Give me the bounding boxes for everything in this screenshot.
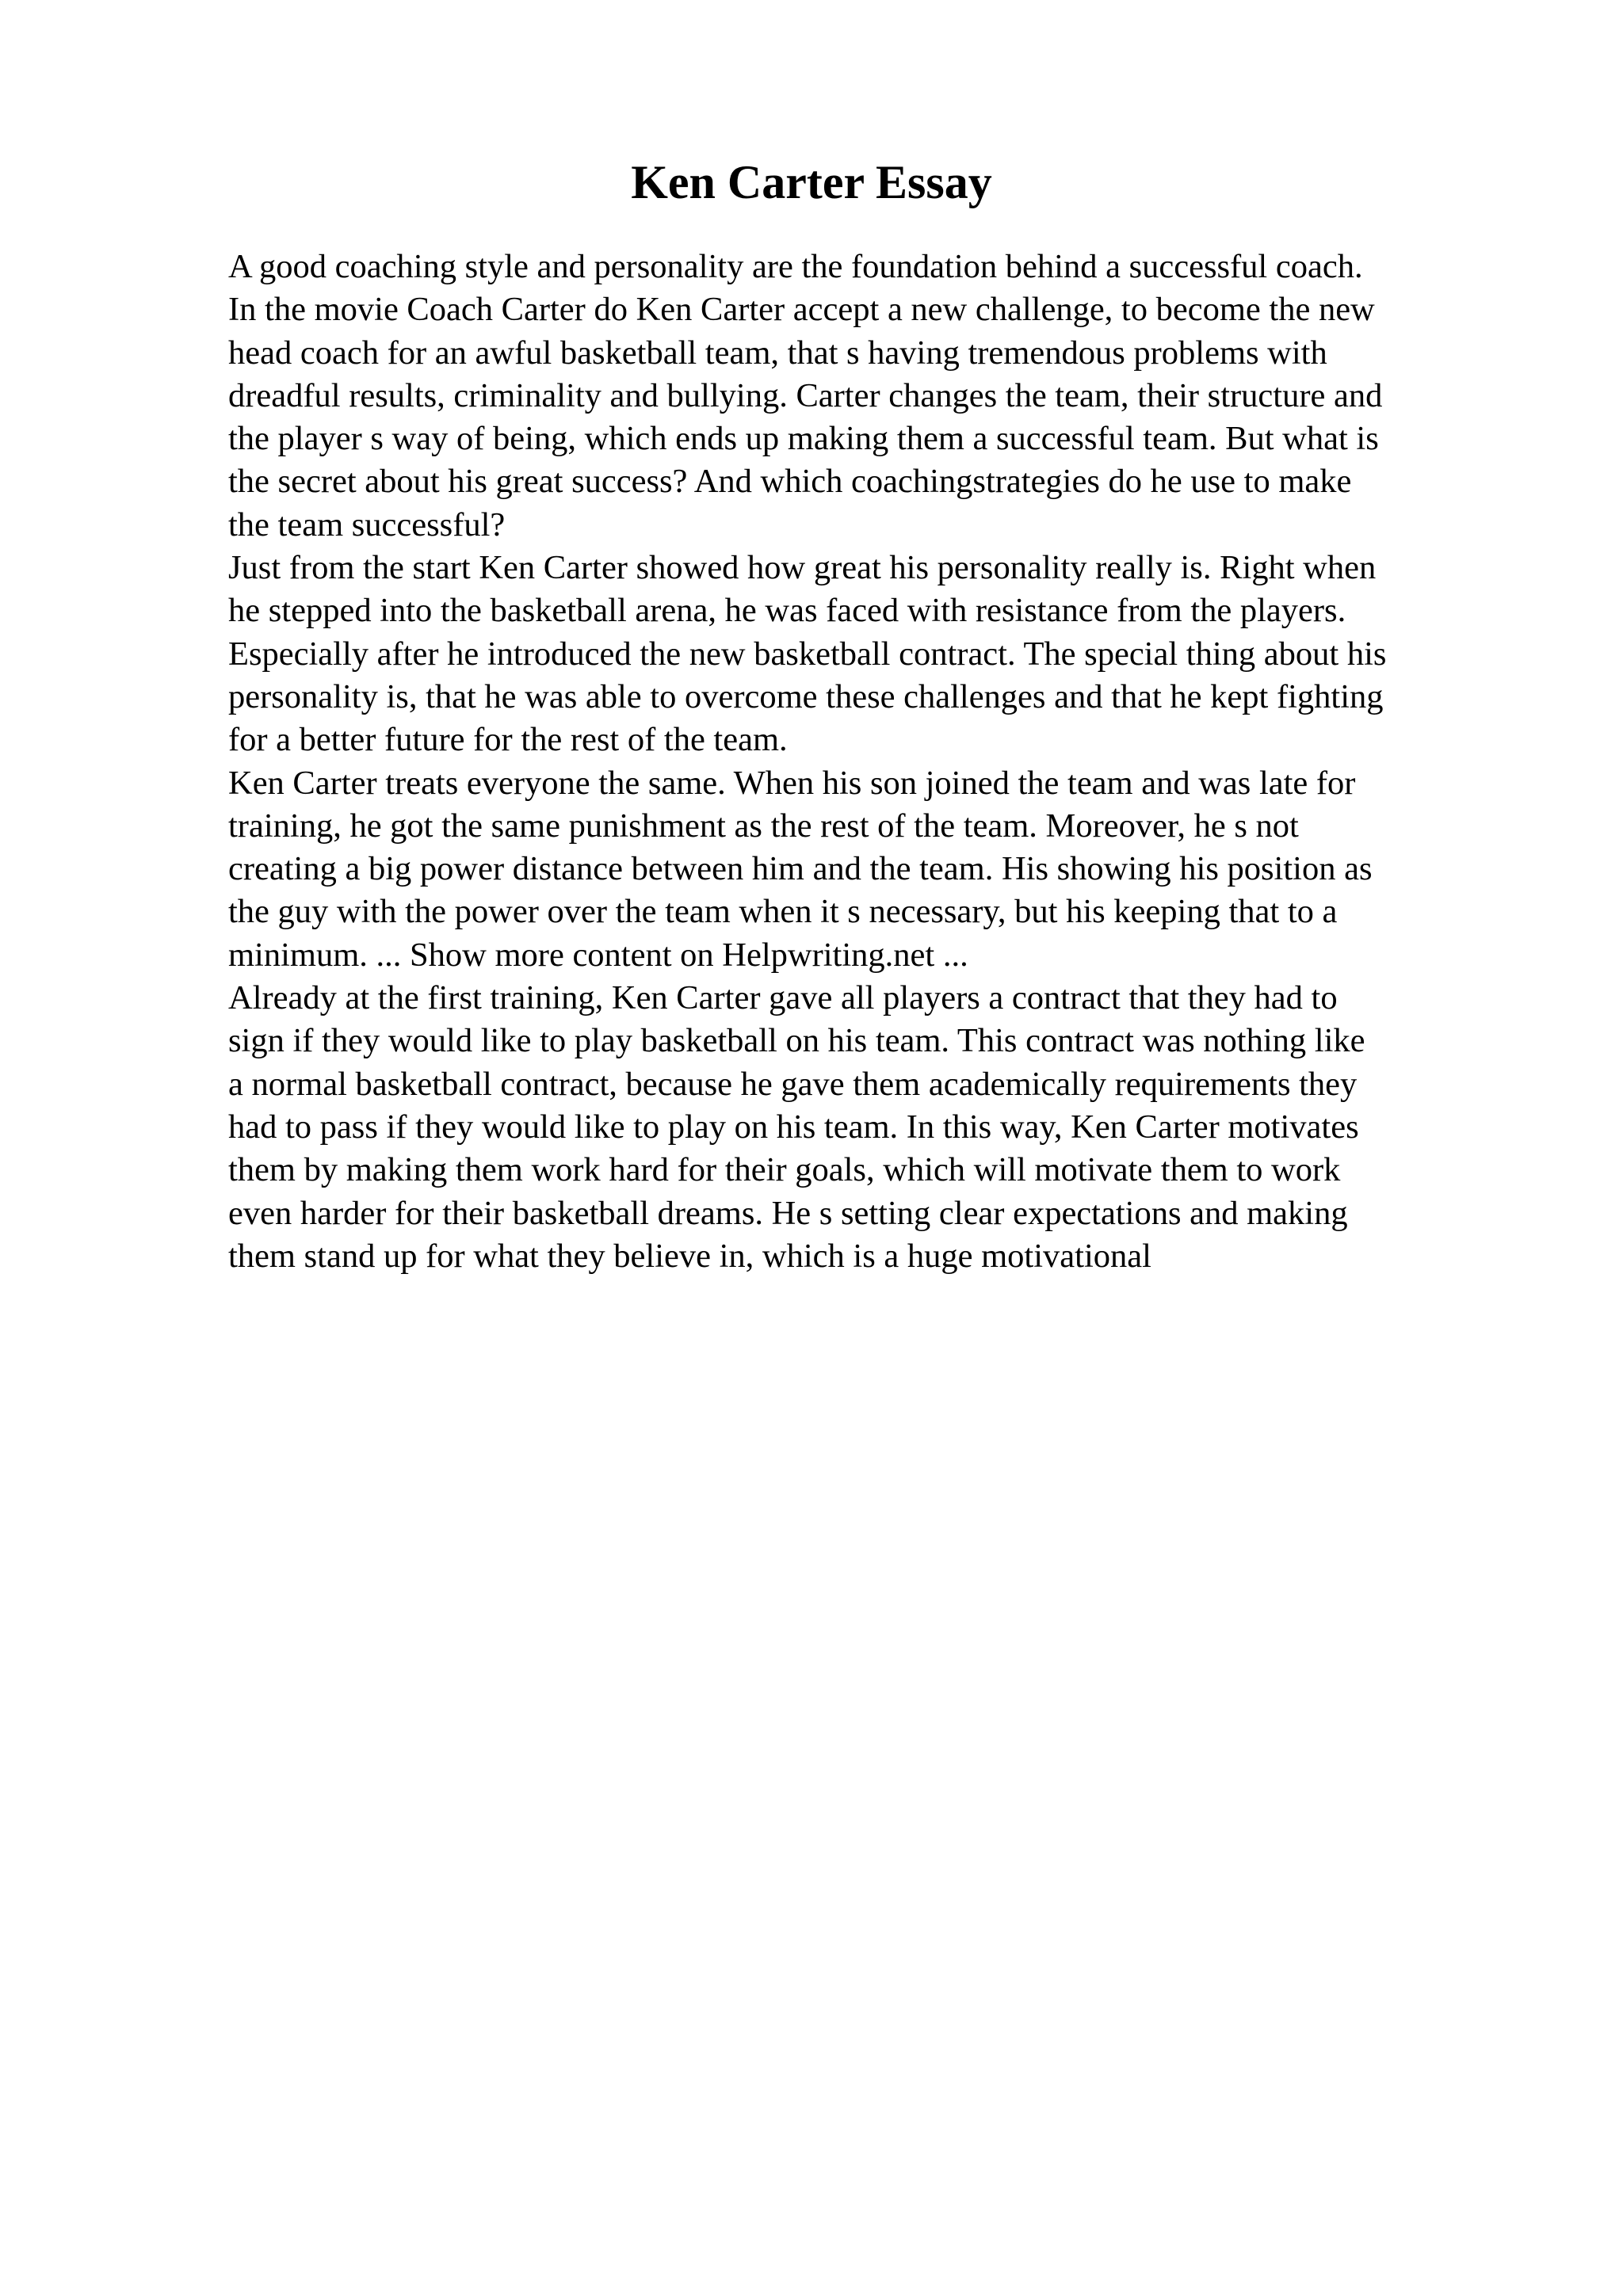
essay-body [228, 246, 1528, 1278]
text-line: them by making them work hard for their goals, which will motivate them to work [228, 1151, 1341, 1189]
text-line: Especially after he introduced the new basketball contract. The special thing about his [228, 635, 1387, 673]
text-line: had to pass if they would like to play on his team. In this way, Ken Carter motivates [228, 1108, 1359, 1146]
text-line: even harder for their basketball dreams. He s setting clear expectations and making [228, 1194, 1348, 1232]
text-line: head coach for an awful basketball team, that s having tremendous problems with [228, 334, 1327, 372]
text-line: for a better future for the rest of the team. [228, 721, 788, 759]
text-line: A good coaching style and personality are the foundation behind a successful coach. [228, 248, 1363, 285]
text-line: the player s way of being, which ends up making them a successful team. But what is [228, 420, 1379, 458]
text-line: Ken Carter treats everyone the same. When his son joined the team and was late for [228, 764, 1356, 802]
text-line: Just from the start Ken Carter showed how great his personality really is. Right when [228, 549, 1377, 587]
text-line: the secret about his great success? And which coachingstrategies do he use to make [228, 463, 1352, 501]
text-line: Already at the first training, Ken Carter gave all players a contract that they had to [228, 979, 1338, 1017]
text-line: In the movie Coach Carter do Ken Carter accept a new challenge, to become the new [228, 291, 1375, 329]
text-line: a normal basketball contract, because he gave them academically requirements they [228, 1065, 1358, 1103]
text-line: he stepped into the basketball arena, he was faced with resistance from the players. [228, 592, 1346, 630]
text-line: training, he got the same punishment as the rest of the team. Moreover, he s not [228, 807, 1299, 845]
document-title: Ken Carter Essay [631, 156, 992, 208]
text-line: sign if they would like to play basketball on his team. This contract was nothing like [228, 1022, 1365, 1060]
text-line: the guy with the power over the team when it s necessary, but his keeping that to a [228, 893, 1338, 931]
text-line: personality is, that he was able to overcome these challenges and that he kept fighting [228, 677, 1384, 715]
text-line: the team successful? [228, 505, 506, 543]
text-line: creating a big power distance between him and the team. His showing his position as [228, 850, 1373, 888]
text-line: minimum. ... Show more content on Helpwriting.net ... [228, 936, 968, 974]
text-line: them stand up for what they believe in, which is a huge motivational [228, 1237, 1151, 1275]
text-line: dreadful results, criminality and bullying. Carter changes the team, their structure and [228, 376, 1383, 414]
